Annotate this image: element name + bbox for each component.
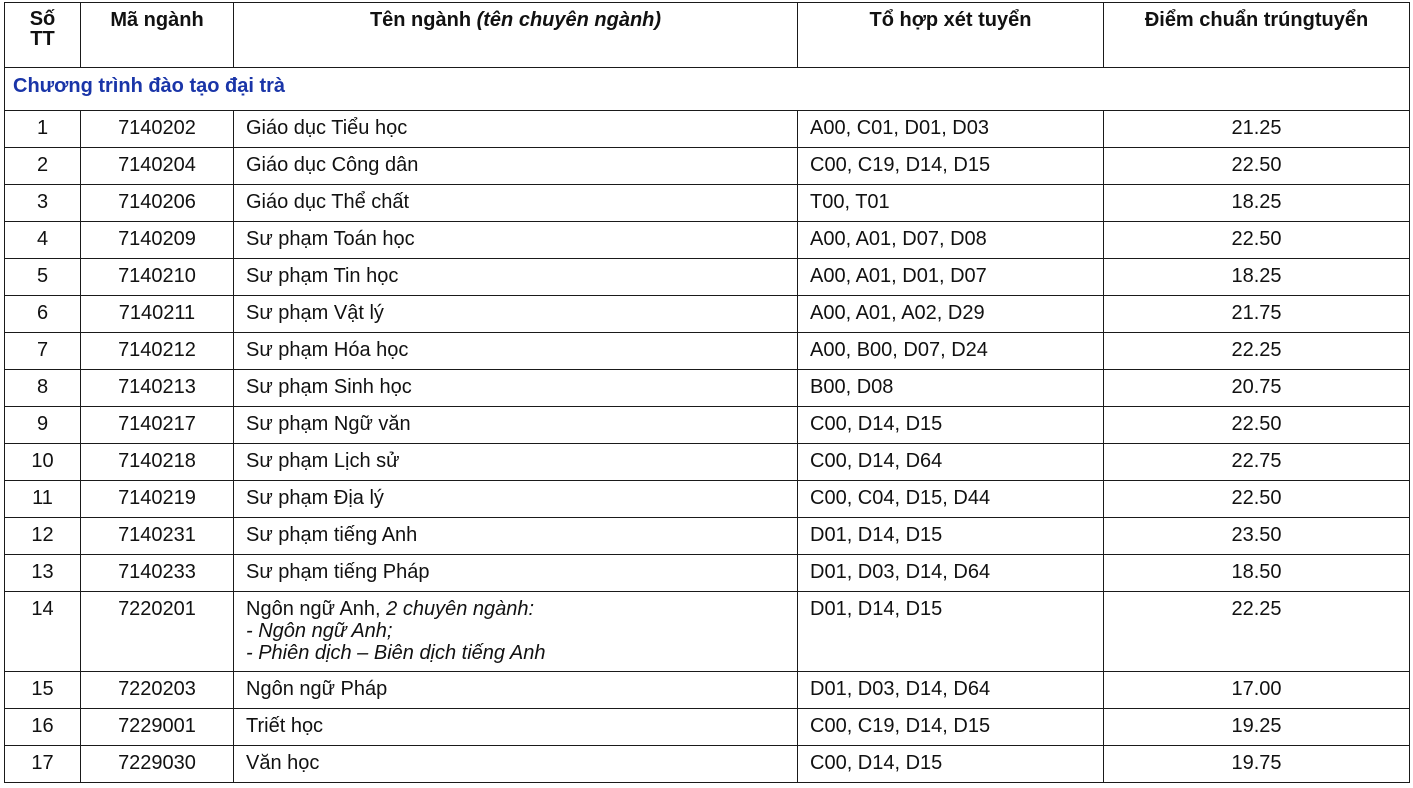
row-code: 7229030 xyxy=(81,746,234,783)
row-stt: 8 xyxy=(5,370,81,407)
row-score: 22.25 xyxy=(1104,592,1410,672)
table-row xyxy=(5,709,1410,746)
row-combo: A00, A01, A02, D29 xyxy=(798,296,1104,333)
row-combo: C00, C19, D14, D15 xyxy=(798,709,1104,746)
row-name-main: Giáo dục Thể chất xyxy=(246,191,410,213)
row-name xyxy=(234,592,798,672)
row-name xyxy=(234,333,798,370)
row-name-main: Sư phạm Toán học xyxy=(246,228,415,250)
row-name xyxy=(234,296,798,333)
row-name xyxy=(234,148,798,185)
table-row xyxy=(5,185,1410,222)
row-name xyxy=(234,222,798,259)
row-name xyxy=(234,709,798,746)
row-name-sub: - Phiên dịch – Biên dịch tiếng Anh xyxy=(246,642,546,664)
row-stt: 14 xyxy=(5,592,81,672)
row-combo: A00, A01, D01, D07 xyxy=(798,259,1104,296)
row-score: 22.50 xyxy=(1104,222,1410,259)
row-stt: 13 xyxy=(5,555,81,592)
table-row xyxy=(5,672,1410,709)
row-score: 22.50 xyxy=(1104,148,1410,185)
row-name-main: Sư phạm Ngữ văn xyxy=(246,413,411,435)
row-score: 22.50 xyxy=(1104,481,1410,518)
row-name-main: Sư phạm Hóa học xyxy=(246,339,409,361)
row-score: 19.25 xyxy=(1104,709,1410,746)
row-code: 7140210 xyxy=(81,259,234,296)
row-name xyxy=(234,555,798,592)
row-code: 7140233 xyxy=(81,555,234,592)
row-code: 7140211 xyxy=(81,296,234,333)
row-score: 21.25 xyxy=(1104,111,1410,148)
table-row xyxy=(5,407,1410,444)
row-stt: 5 xyxy=(5,259,81,296)
row-code: 7140209 xyxy=(81,222,234,259)
table-row xyxy=(5,333,1410,370)
table-header-row xyxy=(5,3,1410,68)
row-code: 7220203 xyxy=(81,672,234,709)
row-stt: 17 xyxy=(5,746,81,783)
row-combo: C00, C04, D15, D44 xyxy=(798,481,1104,518)
row-stt: 2 xyxy=(5,148,81,185)
row-name-main: Sư phạm Sinh học xyxy=(246,376,412,398)
row-stt: 6 xyxy=(5,296,81,333)
table-row xyxy=(5,259,1410,296)
row-combo: A00, C01, D01, D03 xyxy=(798,111,1104,148)
row-code: 7220201 xyxy=(81,592,234,672)
row-name-main: Sư phạm Lịch sử xyxy=(246,450,400,472)
table-row xyxy=(5,370,1410,407)
row-stt: 15 xyxy=(5,672,81,709)
table-row xyxy=(5,746,1410,783)
row-name-main: Sư phạm Vật lý xyxy=(246,302,384,324)
row-combo: D01, D14, D15 xyxy=(798,518,1104,555)
table-row xyxy=(5,222,1410,259)
header-stt: Số TT xyxy=(5,3,81,68)
table-row xyxy=(5,592,1410,672)
row-name xyxy=(234,481,798,518)
row-score: 21.75 xyxy=(1104,296,1410,333)
row-name-main: Sư phạm Tin học xyxy=(246,265,399,287)
row-name xyxy=(234,185,798,222)
row-code: 7140213 xyxy=(81,370,234,407)
row-name-sub: - Ngôn ngữ Anh; xyxy=(246,620,393,642)
row-name-main: Sư phạm tiếng Pháp xyxy=(246,561,430,583)
row-score: 18.50 xyxy=(1104,555,1410,592)
row-stt: 7 xyxy=(5,333,81,370)
row-stt: 10 xyxy=(5,444,81,481)
table-row xyxy=(5,518,1410,555)
row-stt: 11 xyxy=(5,481,81,518)
row-score: 23.50 xyxy=(1104,518,1410,555)
row-name xyxy=(234,370,798,407)
row-name xyxy=(234,672,798,709)
row-name-note: 2 chuyên ngành: xyxy=(386,598,535,620)
row-stt: 4 xyxy=(5,222,81,259)
row-name xyxy=(234,111,798,148)
row-score: 18.25 xyxy=(1104,185,1410,222)
row-code: 7140231 xyxy=(81,518,234,555)
section-row xyxy=(5,68,1410,111)
row-score: 22.75 xyxy=(1104,444,1410,481)
row-score: 20.75 xyxy=(1104,370,1410,407)
row-stt: 16 xyxy=(5,709,81,746)
row-score: 22.50 xyxy=(1104,407,1410,444)
row-combo: D01, D03, D14, D64 xyxy=(798,555,1104,592)
row-combo: C00, D14, D15 xyxy=(798,407,1104,444)
row-combo: C00, D14, D15 xyxy=(798,746,1104,783)
row-name xyxy=(234,518,798,555)
table-row xyxy=(5,555,1410,592)
row-combo: B00, D08 xyxy=(798,370,1104,407)
header-combo: Tổ hợp xét tuyển xyxy=(798,3,1104,68)
table-row xyxy=(5,111,1410,148)
row-name-main: Ngôn ngữ Pháp xyxy=(246,678,388,700)
row-name-main: Văn học xyxy=(246,752,320,774)
row-combo: D01, D14, D15 xyxy=(798,592,1104,672)
row-combo: A00, A01, D07, D08 xyxy=(798,222,1104,259)
row-stt: 9 xyxy=(5,407,81,444)
header-name: Tên ngành (tên chuyên ngành) xyxy=(234,3,798,68)
row-name-main: Triết học xyxy=(246,715,324,737)
table-row xyxy=(5,481,1410,518)
row-name xyxy=(234,444,798,481)
row-stt: 1 xyxy=(5,111,81,148)
section-title: Chương trình đào tạo đại trà xyxy=(5,68,1410,111)
row-name xyxy=(234,259,798,296)
table-row xyxy=(5,296,1410,333)
row-score: 18.25 xyxy=(1104,259,1410,296)
row-code: 7140219 xyxy=(81,481,234,518)
row-score: 22.25 xyxy=(1104,333,1410,370)
row-code: 7140217 xyxy=(81,407,234,444)
row-combo: C00, D14, D64 xyxy=(798,444,1104,481)
row-combo: C00, C19, D14, D15 xyxy=(798,148,1104,185)
row-name xyxy=(234,407,798,444)
row-combo: D01, D03, D14, D64 xyxy=(798,672,1104,709)
row-code: 7140206 xyxy=(81,185,234,222)
row-code: 7140202 xyxy=(81,111,234,148)
row-name-main: Giáo dục Công dân xyxy=(246,154,419,176)
row-name-main: Giáo dục Tiểu học xyxy=(246,117,408,139)
row-name-main: Sư phạm tiếng Anh xyxy=(246,524,418,546)
row-score: 17.00 xyxy=(1104,672,1410,709)
row-code: 7140218 xyxy=(81,444,234,481)
header-code: Mã ngành xyxy=(81,3,234,68)
row-name-main: Ngôn ngữ Anh, xyxy=(246,598,381,620)
table-row xyxy=(5,148,1410,185)
row-code: 7140204 xyxy=(81,148,234,185)
row-score: 19.75 xyxy=(1104,746,1410,783)
row-code: 7229001 xyxy=(81,709,234,746)
row-name-main: Sư phạm Địa lý xyxy=(246,487,384,509)
row-combo: T00, T01 xyxy=(798,185,1104,222)
header-score: Điểm chuẩn trúngtuyển xyxy=(1104,3,1410,68)
table-row xyxy=(5,444,1410,481)
admission-scores-table xyxy=(4,2,1410,783)
header-name-hint: (tên chuyên ngành) xyxy=(476,9,662,31)
row-combo: A00, B00, D07, D24 xyxy=(798,333,1104,370)
row-stt: 3 xyxy=(5,185,81,222)
row-stt: 12 xyxy=(5,518,81,555)
row-code: 7140212 xyxy=(81,333,234,370)
row-name xyxy=(234,746,798,783)
